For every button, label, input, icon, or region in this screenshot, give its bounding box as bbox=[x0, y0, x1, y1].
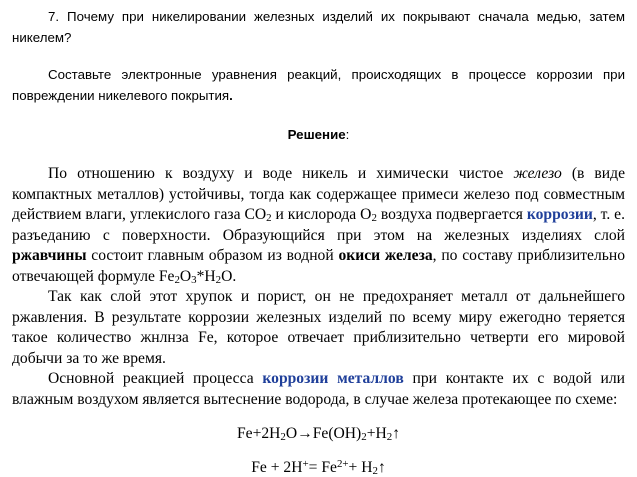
p1-text-12: O bbox=[179, 267, 192, 285]
eq2-sup-b: 2+ bbox=[336, 458, 349, 470]
p1-term-iron-oxide: окиси железа bbox=[338, 247, 433, 264]
p1-term-corrosion: коррозии bbox=[526, 206, 593, 223]
p1-text-5: воздуха подвергается bbox=[376, 206, 527, 223]
p1-sub-o2: 2 bbox=[371, 212, 377, 224]
p1-text-14: O. bbox=[221, 267, 237, 285]
reaction-arrow-icon: → bbox=[297, 425, 313, 442]
eq1-sub-a: 2 bbox=[280, 431, 286, 443]
eq1-sub-c: 2 bbox=[361, 431, 367, 443]
eq2-sup-a: + bbox=[302, 458, 309, 470]
question-line-2 bbox=[12, 64, 625, 106]
p2-text: Так как слой этот хрупок и порист, он не предохраняет металл от дальнейшего ржавления. В результате коррозии железных изделий по всему миру ежегодно теряется такое количество жнлнза Fe, которое отвечает приблизительно четверти его мировой добычи за то же время. bbox=[12, 288, 625, 367]
p1-text-11: , по составу приблизительно отвечающей формуле Fe bbox=[12, 247, 625, 285]
gas-up-arrow-icon: ↑ bbox=[377, 459, 386, 476]
p3-text-1: Основной реакцией процесса bbox=[48, 370, 263, 387]
eq2-sub-c: 2 bbox=[372, 465, 378, 477]
eq2-part-b: = Fe bbox=[308, 459, 337, 476]
eq1-part-b: O bbox=[285, 425, 298, 442]
question-text-2: Составьте электронные уравнения реакций, происходящих в процессе коррозии при повреждении никелевого покрытия bbox=[12, 67, 625, 103]
solution-label: Решение bbox=[287, 127, 346, 142]
eq1-part-c: Fe(OH) bbox=[312, 425, 362, 442]
p1-text-3: (в виде компактных металлов) устойчивы, тогда как содержащее примеси железо под совместным действием влаги, углекислого газа CO bbox=[12, 165, 625, 223]
p3-text-3: при контакте их с водой или влажным воздухом является вытеснение водорода, в случае железа протекающее по схеме: bbox=[12, 370, 625, 408]
p1-italic-iron: железо bbox=[513, 165, 562, 182]
p1-sub-co2: 2 bbox=[266, 212, 272, 224]
paragraph-1 bbox=[12, 164, 625, 287]
eq2-part-a: Fe + 2H bbox=[251, 459, 303, 476]
p1-sub-fe2: 2 bbox=[174, 273, 180, 286]
p1-text-13: *H bbox=[196, 267, 216, 285]
p1-sub-h2: 2 bbox=[215, 273, 222, 286]
solution-colon: : bbox=[345, 127, 350, 142]
eq2-part-c: + H bbox=[348, 459, 373, 476]
question-text-2-end: . bbox=[229, 88, 233, 103]
equation-2 bbox=[12, 459, 625, 477]
eq1-part-d: +H bbox=[366, 425, 387, 442]
p1-sub-o3: 3 bbox=[191, 273, 197, 286]
p1-text-7: , т. е. разъеданию с поверхности. Образующийся при этом на железных изделиях слой bbox=[12, 206, 625, 244]
p3-term-metal-corrosion: коррозии металлов bbox=[262, 370, 404, 387]
paragraph-3 bbox=[12, 369, 625, 410]
paragraph-2 bbox=[12, 287, 625, 369]
gas-up-arrow-icon: ↑ bbox=[392, 425, 401, 442]
p1-term-rust: ржавчины bbox=[12, 247, 87, 264]
question-line-1 bbox=[12, 6, 625, 48]
eq1-part-a: Fe+2H bbox=[236, 425, 281, 442]
solution-heading bbox=[12, 124, 625, 145]
p1-text-4: и кислорода O bbox=[271, 206, 372, 223]
p1-text-1: По отношению к воздуху и воде никель и химически чистое bbox=[48, 165, 514, 182]
question-text-1: 7. Почему при никелировании железных изделий их покрывают сначала медью, затем никелем? bbox=[12, 9, 625, 45]
eq1-sub-d: 2 bbox=[386, 431, 393, 443]
equation-1 bbox=[12, 425, 625, 443]
p1-text-9: состоит главным образом из водной bbox=[86, 247, 339, 264]
